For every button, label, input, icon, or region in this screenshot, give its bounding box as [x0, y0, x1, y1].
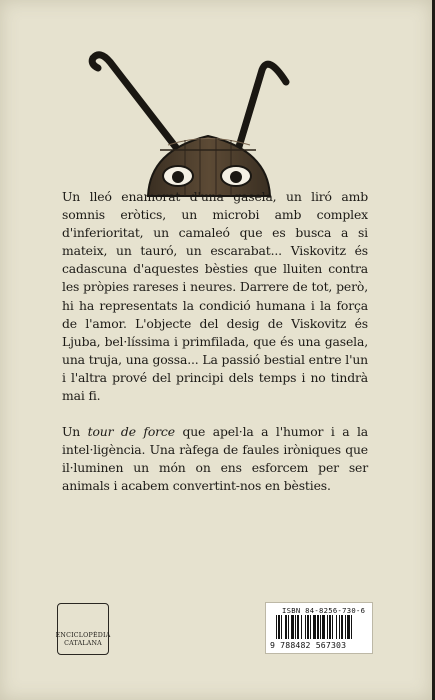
- barcode-digits: 9 788482 567303: [270, 640, 347, 650]
- right-antenna: [238, 64, 286, 150]
- isbn-text: ISBN 84-8256-730-6: [282, 606, 366, 615]
- publisher-name-line1: ENCICLOPÈDIA: [55, 632, 111, 639]
- blurb-paragraph-2: [62, 423, 368, 495]
- barcode-bars: [276, 615, 364, 639]
- blurb-text: [62, 188, 368, 496]
- blurb-p2-suffix: que apel·la a l'humor i a la intel·ligència. Una ràfega de faules iròniques que il·luminen un món on ens esforcem per ser animals i acabem convertint-nos en bèsties.: [62, 424, 369, 494]
- publisher-logo: [57, 603, 109, 655]
- publisher-name-line2: CATALANA: [64, 640, 102, 647]
- blurb-paragraph-1: Un lleó enamorat d'una gasela, un liró amb somnis eròtics, un microbi amb complex d'inferioritat, un camaleó que es busca a si mateix, un tauró, un escarabat... Viskovitz és cadascuna d'aquestes bèsties que lluiten contra les pròpies rareses i neures. Darrere de tot, però, hi ha representats la condició humana i la força de l'amor. L'objecte del desig de Viskovitz és Ljuba, bel·líssima i primfilada, que és una gasela, una truja, una gossa... La passió bestial entre l'un i l'altra prové del principi dels temps i no tindrà mai fi.: [62, 189, 368, 404]
- blurb-p2-italic: tour de force: [87, 424, 175, 440]
- blurb-p2-prefix: Un: [62, 424, 88, 440]
- left-antenna: [92, 55, 178, 150]
- barcode-label: [265, 602, 373, 654]
- insect-head: [148, 136, 270, 196]
- insect-illustration: [0, 0, 432, 200]
